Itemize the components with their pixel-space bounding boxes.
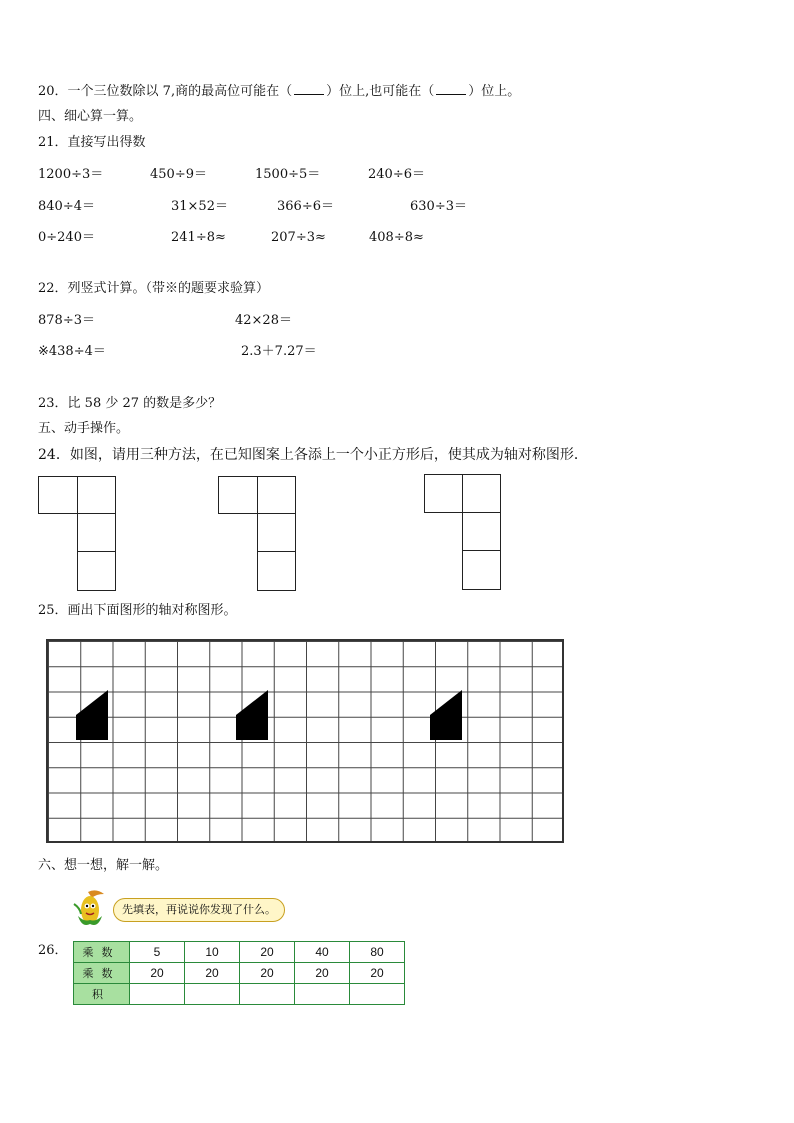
table-cell: 5 — [130, 942, 185, 963]
question-25: 25．画出下面图形的轴对称图形。 — [38, 603, 237, 618]
square-cell — [77, 476, 116, 514]
calc-item: 240÷6＝ — [368, 167, 425, 182]
table-cell: 20 — [295, 963, 350, 984]
answer-cell[interactable] — [130, 984, 185, 1005]
square-cell — [424, 474, 463, 513]
trapezoid-shape — [236, 690, 268, 740]
multiplication-table — [73, 941, 405, 1005]
table-cell: 20 — [185, 963, 240, 984]
section-4-heading: 四、细心算一算。 — [38, 109, 143, 124]
table-cell: 20 — [240, 942, 295, 963]
square-cell — [77, 513, 116, 552]
question-20: 20．一个三位数除以 7,商的最高位可能在（ ）位上,也可能在（ ）位上。 — [38, 84, 521, 99]
trapezoid-shape — [76, 690, 108, 740]
square-cell — [218, 476, 258, 514]
calc-item: 1500÷5＝ — [255, 167, 321, 182]
square-cell — [462, 474, 501, 513]
row-header: 积 — [74, 984, 130, 1005]
calc-item: 408÷8≈ — [369, 230, 424, 245]
row-header: 乘数 — [74, 963, 130, 984]
calc-item: 241÷8≈ — [171, 230, 226, 245]
trapezoid-shape — [430, 690, 462, 740]
question-26-number: 26． — [38, 943, 68, 958]
hint-bubble: 先填表，再说说你发现了什么。 — [113, 898, 285, 922]
calc-item: 878÷3＝ — [38, 313, 95, 328]
calc-item: 207÷3≈ — [271, 230, 326, 245]
corn-mascot-icon — [66, 886, 114, 930]
answer-cell[interactable] — [240, 984, 295, 1005]
calc-item: 840÷4＝ — [38, 199, 95, 214]
calc-item: 42×28＝ — [235, 313, 292, 328]
square-cell — [38, 476, 78, 514]
question-22: 22．列竖式计算。（带※的题要求验算） — [38, 281, 270, 296]
question-21: 21．直接写出得数 — [38, 135, 146, 150]
answer-blank-2[interactable] — [436, 83, 466, 95]
calc-item: 630÷3＝ — [410, 199, 467, 214]
table-cell: 20 — [240, 963, 295, 984]
table-row — [74, 942, 405, 963]
answer-blank-1[interactable] — [294, 83, 324, 95]
given-shapes — [46, 639, 564, 843]
row-header: 乘数 — [74, 942, 130, 963]
calc-item: 1200÷3＝ — [38, 167, 104, 182]
calc-item: 31×52＝ — [171, 199, 228, 214]
section-6-heading: 六、想一想，解一解。 — [38, 858, 169, 873]
answer-cell[interactable] — [185, 984, 240, 1005]
square-cell — [462, 550, 501, 590]
calc-item: 2.3＋7.27＝ — [241, 344, 317, 359]
question-24: 24．如图，请用三种方法，在已知图案上各添上一个小正方形后，使其成为轴对称图形． — [38, 447, 588, 463]
square-cell — [77, 551, 116, 591]
square-cell — [462, 512, 501, 551]
calc-item: ※438÷4＝ — [38, 344, 106, 359]
table-row — [74, 984, 405, 1005]
square-cell — [257, 476, 296, 514]
table-cell: 20 — [130, 963, 185, 984]
table-cell: 80 — [350, 942, 405, 963]
table-cell: 40 — [295, 942, 350, 963]
answer-cell[interactable] — [295, 984, 350, 1005]
calc-item: 0÷240＝ — [38, 230, 95, 245]
square-cell — [257, 513, 296, 552]
square-cell — [257, 551, 296, 591]
calc-item: 366÷6＝ — [277, 199, 334, 214]
question-23: 23．比 58 少 27 的数是多少？ — [38, 396, 222, 411]
table-cell: 10 — [185, 942, 240, 963]
calc-item: 450÷9＝ — [150, 167, 207, 182]
answer-cell[interactable] — [350, 984, 405, 1005]
table-row — [74, 963, 405, 984]
section-5-heading: 五、动手操作。 — [38, 421, 130, 436]
table-cell: 20 — [350, 963, 405, 984]
